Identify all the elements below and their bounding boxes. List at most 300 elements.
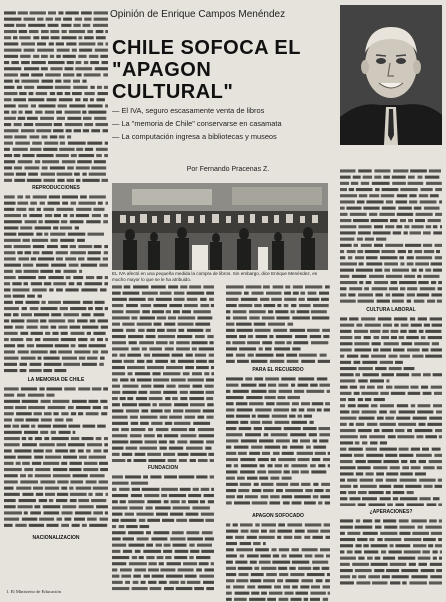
text-word-mark (4, 400, 20, 403)
text-word-mark (112, 459, 125, 462)
text-word-mark (292, 402, 299, 405)
text-word-mark (178, 360, 194, 363)
text-word-mark (130, 440, 142, 443)
text-word-mark (439, 519, 442, 522)
text-word-mark (380, 348, 391, 351)
text-word-mark (395, 544, 410, 547)
text-word-mark (340, 361, 351, 364)
text-word-mark (407, 429, 412, 432)
text-word-mark (166, 575, 183, 578)
text-word-mark (237, 408, 253, 411)
text-word-mark (294, 495, 311, 498)
text-word-mark (13, 295, 25, 298)
text-word-mark (40, 307, 57, 310)
text-word-mark (70, 493, 87, 496)
text-word-mark (31, 61, 45, 64)
text-word-mark (200, 500, 205, 503)
text-word-mark (291, 421, 307, 424)
text-word-mark (190, 459, 196, 462)
text-lines-graphic (340, 168, 442, 304)
text-word-mark (410, 317, 415, 320)
text-word-mark (404, 550, 421, 553)
text-word-mark (264, 427, 281, 430)
text-word-mark (290, 433, 306, 436)
text-word-mark (112, 385, 120, 388)
text-word-mark (276, 316, 289, 319)
text-word-mark (324, 408, 330, 411)
text-word-mark (42, 135, 48, 138)
text-word-mark (60, 226, 72, 229)
text-word-mark (383, 557, 395, 560)
text-word-mark (226, 458, 238, 461)
text-word-mark (356, 269, 373, 272)
text-word-mark (57, 493, 68, 496)
text-word-mark (112, 562, 126, 565)
text-word-mark (301, 579, 313, 582)
text-word-mark (43, 208, 54, 211)
text-word-mark (340, 287, 347, 290)
text-word-mark (53, 474, 71, 477)
text-word-mark (271, 433, 288, 436)
text-word-mark (375, 557, 381, 560)
text-word-mark (15, 142, 29, 145)
text-word-mark (178, 329, 184, 332)
text-word-mark (190, 403, 205, 406)
text-word-mark (53, 282, 66, 285)
text-word-mark (340, 367, 357, 370)
text-word-mark (38, 257, 54, 260)
text-word-mark (354, 392, 360, 395)
text-word-mark (43, 505, 61, 508)
text-word-mark (56, 111, 62, 114)
text-word-mark (124, 285, 131, 288)
right-column-text-1 (340, 168, 442, 304)
text-word-mark (42, 160, 59, 163)
text-word-mark (294, 390, 304, 393)
text-word-mark (4, 412, 14, 415)
text-word-mark (20, 55, 31, 58)
text-word-mark (211, 366, 214, 369)
text-word-mark (423, 244, 432, 247)
text-word-mark (48, 24, 59, 27)
text-word-mark (340, 460, 353, 463)
text-word-mark (390, 466, 400, 469)
text-word-mark (72, 400, 87, 403)
text-word-mark (112, 513, 123, 516)
headline-line-1: CHILE SOFOCA EL (112, 37, 301, 59)
text-word-mark (251, 360, 268, 363)
text-word-mark (373, 348, 378, 351)
text-word-mark (226, 470, 237, 473)
text-word-mark (392, 176, 406, 179)
text-word-mark (275, 464, 283, 467)
text-word-mark (340, 176, 351, 179)
text-word-mark (41, 173, 55, 176)
text-word-mark (236, 354, 245, 357)
text-word-mark (376, 472, 384, 475)
text-word-mark (371, 219, 388, 222)
text-word-mark (112, 587, 129, 590)
text-word-mark (366, 472, 374, 475)
text-word-mark (112, 347, 129, 350)
text-word-mark (170, 513, 183, 516)
text-word-mark (201, 488, 210, 491)
text-word-mark (385, 244, 403, 247)
text-word-mark (193, 422, 210, 425)
text-word-mark (24, 468, 33, 471)
text-word-mark (240, 542, 251, 545)
text-word-mark (260, 298, 269, 301)
text-word-mark (50, 67, 62, 70)
text-word-mark (93, 24, 108, 27)
text-word-mark (4, 251, 15, 254)
text-word-mark (112, 453, 120, 456)
text-word-mark (122, 391, 136, 394)
text-word-mark (34, 456, 43, 459)
text-word-mark (4, 111, 9, 114)
text-word-mark (31, 425, 35, 428)
text-word-mark (30, 135, 40, 138)
text-word-mark (65, 257, 76, 260)
text-word-mark (151, 422, 162, 425)
text-word-mark (93, 487, 108, 490)
text-word-mark (29, 214, 42, 217)
text-word-mark (421, 188, 433, 191)
text-word-mark (263, 579, 275, 582)
text-word-mark (101, 326, 108, 329)
text-word-mark (194, 587, 204, 590)
text-word-mark (33, 251, 40, 254)
text-word-mark (340, 563, 350, 566)
text-word-mark (277, 304, 281, 307)
text-word-mark (347, 250, 356, 253)
text-word-mark (4, 195, 15, 198)
text-word-mark (196, 556, 210, 559)
text-word-mark (100, 468, 108, 471)
text-word-mark (66, 276, 71, 279)
text-word-mark (22, 437, 27, 440)
text-word-mark (15, 80, 20, 83)
text-word-mark (195, 323, 210, 326)
text-word-mark (287, 523, 302, 526)
text-word-mark (146, 544, 153, 547)
text-word-mark (204, 372, 209, 375)
text-word-mark (244, 292, 249, 295)
text-word-mark (33, 36, 39, 39)
text-word-mark (234, 464, 238, 467)
middle-left-text-1 (112, 284, 214, 462)
text-word-mark (18, 276, 36, 279)
text-word-mark (283, 501, 290, 504)
text-word-mark (310, 592, 326, 595)
text-word-mark (340, 429, 356, 432)
text-word-mark (291, 598, 302, 601)
text-word-mark (401, 324, 409, 327)
text-word-mark (48, 11, 56, 14)
text-word-mark (98, 202, 103, 205)
text-word-mark (71, 202, 77, 205)
text-word-mark (240, 458, 255, 461)
text-word-mark (133, 285, 149, 288)
text-word-mark (340, 188, 347, 191)
text-word-mark (14, 154, 20, 157)
text-word-mark (358, 367, 373, 370)
text-word-mark (4, 282, 10, 285)
text-word-mark (254, 567, 259, 570)
text-word-mark (369, 503, 386, 506)
text-word-mark (320, 530, 330, 533)
text-word-mark (85, 282, 103, 285)
text-word-mark (433, 557, 437, 560)
text-word-mark (357, 250, 363, 253)
text-word-mark (363, 373, 379, 376)
text-word-mark (146, 531, 151, 534)
text-word-mark (261, 567, 276, 570)
text-word-mark (73, 276, 83, 279)
text-word-mark (287, 360, 299, 363)
text-word-mark (272, 561, 290, 564)
text-word-mark (98, 42, 104, 45)
text-word-mark (306, 390, 324, 393)
text-word-mark (4, 166, 12, 169)
text-word-mark (411, 324, 422, 327)
text-word-mark (177, 335, 192, 338)
text-word-mark (60, 142, 65, 145)
text-word-mark (314, 489, 323, 492)
text-word-mark (167, 562, 182, 565)
text-word-mark (315, 452, 326, 455)
text-word-mark (374, 169, 390, 172)
text-word-mark (425, 526, 442, 529)
text-word-mark (440, 225, 442, 228)
text-word-mark (410, 231, 422, 234)
text-word-mark (76, 406, 91, 409)
text-word-mark (4, 449, 12, 452)
text-word-mark (236, 579, 248, 582)
text-word-mark (199, 575, 214, 578)
text-word-mark (132, 488, 140, 491)
text-word-mark (152, 403, 157, 406)
text-word-mark (35, 338, 41, 341)
text-word-mark (41, 418, 52, 421)
text-word-mark (383, 460, 398, 463)
text-word-mark (101, 350, 108, 353)
text-word-mark (374, 336, 380, 339)
text-word-mark (319, 433, 330, 436)
text-word-mark (226, 548, 234, 551)
text-word-mark (44, 363, 62, 366)
text-word-mark (187, 298, 198, 301)
text-word-mark (357, 238, 363, 241)
text-word-mark (295, 530, 305, 533)
text-word-mark (131, 316, 137, 319)
text-word-mark (45, 487, 59, 490)
text-word-mark (358, 293, 373, 296)
text-word-mark (20, 474, 26, 477)
text-word-mark (424, 324, 430, 327)
text-word-mark (165, 556, 171, 559)
text-word-mark (226, 598, 232, 601)
text-word-mark (148, 428, 153, 431)
text-word-mark (354, 330, 368, 333)
text-word-mark (319, 292, 329, 295)
text-word-mark (4, 524, 13, 527)
text-word-mark (226, 495, 235, 498)
text-word-mark (245, 377, 252, 380)
text-word-mark (425, 176, 440, 179)
summary-bullet: — La computación ingresa a bibliotecas y museos (112, 132, 277, 141)
text-word-mark (23, 264, 34, 267)
text-word-mark (150, 475, 161, 478)
text-word-mark (206, 440, 214, 443)
text-word-mark (355, 460, 366, 463)
text-word-mark (43, 148, 57, 151)
text-word-mark (164, 475, 177, 478)
text-word-mark (139, 341, 154, 344)
text-word-mark (326, 489, 330, 492)
middle-right-text-3 (226, 522, 330, 602)
text-word-mark (147, 453, 161, 456)
text-word-mark (384, 342, 399, 345)
text-word-mark (163, 550, 172, 553)
text-word-mark (275, 310, 288, 313)
text-word-mark (45, 493, 55, 496)
text-word-mark (120, 500, 126, 503)
text-word-mark (206, 587, 214, 590)
text-word-mark (340, 410, 349, 413)
text-word-mark (349, 317, 358, 320)
text-word-mark (226, 341, 231, 344)
text-word-mark (340, 398, 346, 401)
text-word-mark (295, 335, 307, 338)
text-word-mark (399, 454, 413, 457)
text-word-mark (313, 483, 318, 486)
text-word-mark (259, 561, 271, 564)
text-word-mark (382, 330, 389, 333)
text-word-mark (279, 548, 289, 551)
text-word-mark (254, 323, 266, 326)
text-word-mark (129, 506, 143, 509)
text-word-mark (63, 55, 76, 58)
text-word-mark (226, 396, 244, 399)
text-word-mark (340, 317, 347, 320)
text-word-mark (249, 598, 265, 601)
text-word-mark (158, 335, 175, 338)
text-word-mark (61, 332, 68, 335)
text-word-mark (268, 390, 276, 393)
text-word-mark (68, 233, 86, 236)
text-word-mark (277, 579, 283, 582)
text-word-mark (353, 176, 361, 179)
text-word-mark (151, 409, 163, 412)
text-word-mark (325, 501, 330, 504)
text-word-mark (226, 377, 243, 380)
text-word-mark (30, 11, 46, 14)
text-word-mark (393, 491, 405, 494)
text-word-mark (292, 561, 309, 564)
text-word-mark (163, 372, 180, 375)
text-word-mark (90, 61, 99, 64)
text-word-mark (4, 123, 11, 126)
text-word-mark (374, 244, 383, 247)
text-word-mark (27, 326, 38, 329)
text-word-mark (427, 300, 435, 303)
text-word-mark (279, 573, 288, 576)
text-word-mark (358, 503, 366, 506)
text-word-mark (226, 292, 242, 295)
text-word-mark (147, 366, 164, 369)
text-word-mark (419, 330, 424, 333)
text-word-mark (17, 202, 28, 205)
text-word-mark (384, 269, 390, 272)
text-word-mark (132, 556, 137, 559)
text-word-mark (313, 446, 326, 449)
text-word-mark (340, 330, 352, 333)
text-word-mark (31, 73, 43, 76)
text-word-mark (293, 341, 308, 344)
text-word-mark (252, 501, 268, 504)
text-word-mark (105, 142, 108, 145)
text-word-mark (112, 482, 129, 485)
text-word-mark (192, 372, 202, 375)
text-word-mark (399, 410, 416, 413)
text-word-mark (283, 585, 290, 588)
text-word-mark (204, 568, 214, 571)
text-word-mark (105, 276, 108, 279)
text-word-mark (165, 347, 174, 350)
text-word-mark (289, 554, 302, 557)
text-word-mark (139, 556, 144, 559)
text-word-mark (39, 387, 44, 390)
text-word-mark (385, 454, 397, 457)
text-word-mark (431, 348, 442, 351)
text-word-mark (182, 310, 191, 313)
text-word-mark (40, 117, 54, 120)
text-word-mark (30, 202, 37, 205)
text-word-mark (86, 412, 99, 415)
text-word-mark (26, 338, 32, 341)
text-word-mark (78, 344, 87, 347)
text-word-mark (425, 330, 441, 333)
text-word-mark (422, 550, 430, 553)
text-word-mark (80, 195, 87, 198)
text-word-mark (398, 423, 416, 426)
text-word-mark (105, 511, 108, 514)
text-word-mark (385, 225, 394, 228)
text-word-mark (97, 425, 106, 428)
text-word-mark (13, 98, 26, 101)
text-word-mark (156, 513, 168, 516)
text-word-mark (88, 111, 106, 114)
text-word-mark (309, 433, 317, 436)
text-word-mark (85, 148, 93, 151)
text-word-mark (398, 207, 412, 210)
text-word-mark (375, 367, 387, 370)
text-word-mark (288, 323, 294, 326)
text-word-mark (4, 369, 17, 372)
text-word-mark (189, 397, 204, 400)
text-word-mark (112, 323, 120, 326)
text-word-mark (134, 568, 146, 571)
text-word-mark (380, 256, 398, 259)
text-word-mark (300, 585, 309, 588)
text-word-mark (4, 226, 18, 229)
text-word-mark (390, 544, 394, 547)
text-word-mark (254, 427, 262, 430)
text-word-mark (186, 531, 199, 534)
text-word-mark (271, 458, 276, 461)
text-word-mark (374, 429, 380, 432)
